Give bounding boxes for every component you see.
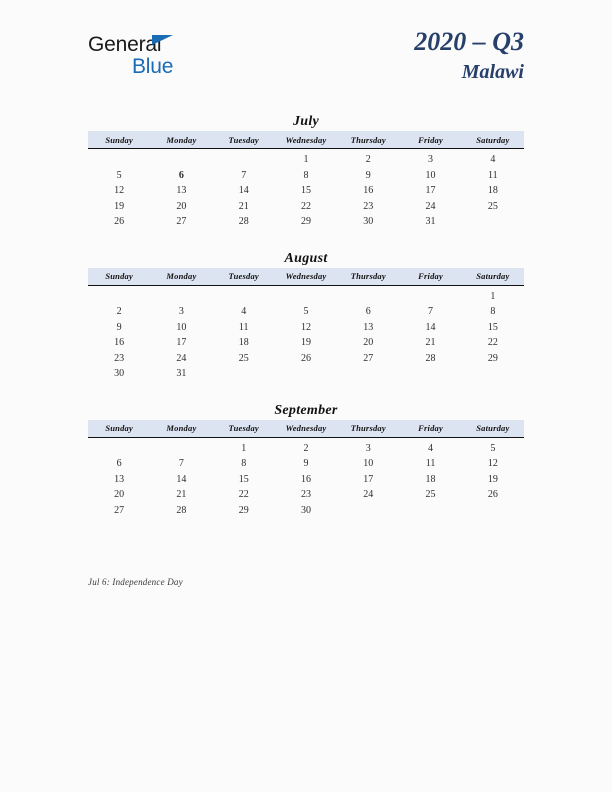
day-cell[interactable]: 28 [238,216,249,228]
day-cell[interactable]: 31 [176,368,187,380]
weekday-header-monday: Monday [150,131,212,149]
day-cell[interactable]: 19 [114,200,125,212]
logo-triangle-icon [152,35,173,55]
weekday-header-thursday: Thursday [337,420,399,438]
week-row [88,149,524,168]
month-grid [88,268,524,382]
day-cell[interactable]: 18 [487,185,498,197]
day-cell[interactable]: 27 [363,352,374,364]
month-block [88,249,524,382]
day-cell-empty [462,366,524,382]
day-cell[interactable]: 19 [300,337,311,349]
day-cell-empty [150,149,212,168]
day-cell[interactable]: 12 [114,185,125,197]
day-cell-empty [399,366,461,382]
day-cell[interactable]: 21 [238,200,249,212]
weekday-header-row [88,131,524,149]
day-cell-empty [462,214,524,230]
day-cell[interactable]: 17 [176,337,187,349]
day-cell-empty [213,149,275,168]
weekday-header-monday: Monday [150,420,212,438]
day-cell[interactable]: 24 [363,489,374,501]
week-row [88,199,524,215]
weekday-header-saturday: Saturday [462,268,524,286]
day-cell[interactable]: 26 [300,352,311,364]
week-row [88,503,524,519]
day-cell[interactable]: 8 [303,169,309,181]
weekday-header-saturday: Saturday [462,420,524,438]
page-header [0,28,612,102]
day-cell-empty [462,503,524,519]
logo-text-blue: Blue [132,55,174,78]
day-cell[interactable]: 23 [300,489,311,501]
day-cell[interactable]: 9 [116,321,122,333]
day-cell[interactable]: 22 [300,200,311,212]
week-row [88,472,524,488]
day-cell[interactable]: 15 [300,185,311,197]
day-cell[interactable]: 20 [363,337,374,349]
day-cell[interactable]: 24 [176,352,187,364]
holiday-footnote: Jul 6: Independence Day [88,577,183,587]
weekday-header-friday: Friday [399,268,461,286]
day-cell-empty [213,366,275,382]
month-block [88,112,524,230]
day-cell[interactable]: 7 [241,169,247,181]
day-cell[interactable]: 26 [487,489,498,501]
day-cell[interactable]: 9 [365,169,371,181]
day-cell[interactable]: 9 [303,458,309,470]
day-cell[interactable]: 5 [490,442,496,454]
weekday-header-monday: Monday [150,268,212,286]
day-cell[interactable]: 29 [487,352,498,364]
day-cell[interactable]: 20 [176,200,187,212]
weekday-header-wednesday: Wednesday [275,268,337,286]
day-cell[interactable]: 7 [428,306,434,318]
weekday-header-friday: Friday [399,131,461,149]
weekday-header-friday: Friday [399,420,461,438]
day-cell[interactable]: 5 [116,169,122,181]
day-cell[interactable]: 25 [425,489,436,501]
day-cell[interactable]: 2 [303,442,309,454]
quarter-title: 2020 – Q3 [414,27,524,56]
day-cell[interactable]: 27 [114,504,125,516]
day-cell-empty [88,149,150,168]
day-cell[interactable]: 6 [116,458,122,470]
day-cell-holiday[interactable]: 6 [178,169,184,181]
day-cell[interactable]: 26 [114,216,125,228]
day-cell[interactable]: 28 [425,352,436,364]
day-cell[interactable]: 15 [487,321,498,333]
day-cell[interactable]: 17 [363,473,374,485]
day-cell[interactable]: 20 [114,489,125,501]
weekday-header-wednesday: Wednesday [275,131,337,149]
day-cell-empty [275,366,337,382]
day-cell[interactable]: 1 [241,442,247,454]
day-cell-empty [337,366,399,382]
week-row [88,366,524,382]
weekday-header-saturday: Saturday [462,131,524,149]
day-cell[interactable]: 22 [487,337,498,349]
general-blue-logo [88,34,258,86]
day-cell[interactable]: 3 [428,154,434,166]
day-cell-empty [213,285,275,304]
day-cell-empty [399,503,461,519]
month-grid [88,131,524,230]
week-row [88,304,524,320]
day-cell[interactable]: 21 [176,489,187,501]
month-title: September [274,402,338,418]
month-title: July [292,114,320,129]
day-cell[interactable]: 16 [114,337,125,349]
day-cell[interactable]: 18 [238,337,249,349]
day-cell-empty [399,285,461,304]
day-cell[interactable]: 29 [300,216,311,228]
weekday-header-sunday: Sunday [88,131,150,149]
day-cell[interactable]: 7 [178,458,184,470]
day-cell[interactable]: 11 [488,169,498,181]
day-cell[interactable]: 8 [490,306,496,318]
week-row [88,456,524,472]
week-row [88,320,524,336]
week-row [88,487,524,503]
weekday-header-row [88,268,524,286]
day-cell[interactable]: 4 [428,442,434,454]
day-cell-empty [275,285,337,304]
month-grid [88,420,524,519]
day-cell[interactable]: 27 [176,216,187,228]
day-cell-empty [150,437,212,456]
week-row [88,335,524,351]
day-cell[interactable]: 30 [300,504,311,516]
day-cell[interactable]: 24 [425,200,436,212]
day-cell[interactable]: 11 [425,458,436,470]
day-cell[interactable]: 8 [241,458,247,470]
country-name: Malawi [461,60,524,83]
day-cell[interactable]: 13 [176,185,187,197]
weekday-header-wednesday: Wednesday [275,420,337,438]
month-block [88,401,524,519]
day-cell-empty [88,437,150,456]
day-cell[interactable]: 18 [425,473,436,485]
day-cell[interactable]: 29 [238,504,249,516]
day-cell[interactable]: 4 [490,154,496,166]
day-cell[interactable]: 14 [238,185,249,197]
day-cell[interactable]: 10 [363,458,374,470]
day-cell[interactable]: 21 [425,337,436,349]
day-cell-empty [337,285,399,304]
day-cell[interactable]: 30 [114,368,125,380]
day-cell[interactable]: 16 [363,185,374,197]
day-cell-empty [337,503,399,519]
day-cell[interactable]: 23 [114,352,125,364]
calendar-months [88,112,524,537]
week-row [88,214,524,230]
day-cell[interactable]: 4 [241,306,247,318]
day-cell-empty [150,285,212,304]
day-cell[interactable]: 19 [487,473,498,485]
day-cell[interactable]: 13 [363,321,374,333]
day-cell[interactable]: 2 [365,154,371,166]
day-cell[interactable]: 17 [425,185,436,197]
weekday-header-sunday: Sunday [88,268,150,286]
day-cell[interactable]: 16 [300,473,311,485]
month-title: August [284,250,328,266]
week-row [88,437,524,456]
weekday-header-tuesday: Tuesday [213,268,275,286]
day-cell[interactable]: 3 [365,442,371,454]
day-cell[interactable]: 10 [176,321,187,333]
weekday-header-tuesday: Tuesday [213,420,275,438]
day-cell[interactable]: 5 [303,306,309,318]
weekday-header-sunday: Sunday [88,420,150,438]
day-cell[interactable]: 25 [238,352,249,364]
day-cell[interactable]: 25 [487,200,498,212]
day-cell[interactable]: 23 [363,200,374,212]
holiday-footnotes [88,575,524,589]
week-row [88,351,524,367]
day-cell[interactable]: 31 [425,216,436,228]
day-cell[interactable]: 15 [238,473,249,485]
day-cell[interactable]: 14 [176,473,187,485]
day-cell[interactable]: 3 [178,306,184,318]
day-cell-empty [88,285,150,304]
day-cell[interactable]: 12 [487,458,498,470]
week-row [88,285,524,304]
day-cell[interactable]: 28 [176,504,187,516]
day-cell[interactable]: 10 [425,169,436,181]
page-title [414,28,524,85]
week-row [88,183,524,199]
weekday-header-thursday: Thursday [337,268,399,286]
day-cell[interactable]: 13 [114,473,125,485]
day-cell[interactable]: 1 [490,290,496,302]
day-cell[interactable]: 2 [116,306,122,318]
day-cell[interactable]: 30 [363,216,374,228]
day-cell[interactable]: 11 [238,321,249,333]
week-row [88,168,524,184]
day-cell[interactable]: 6 [365,306,371,318]
logo-text-general: General [88,33,162,56]
day-cell[interactable]: 12 [300,321,311,333]
weekday-header-row [88,420,524,438]
day-cell[interactable]: 14 [425,321,436,333]
day-cell[interactable]: 22 [238,489,249,501]
day-cell[interactable]: 1 [303,154,309,166]
weekday-header-tuesday: Tuesday [213,131,275,149]
weekday-header-thursday: Thursday [337,131,399,149]
